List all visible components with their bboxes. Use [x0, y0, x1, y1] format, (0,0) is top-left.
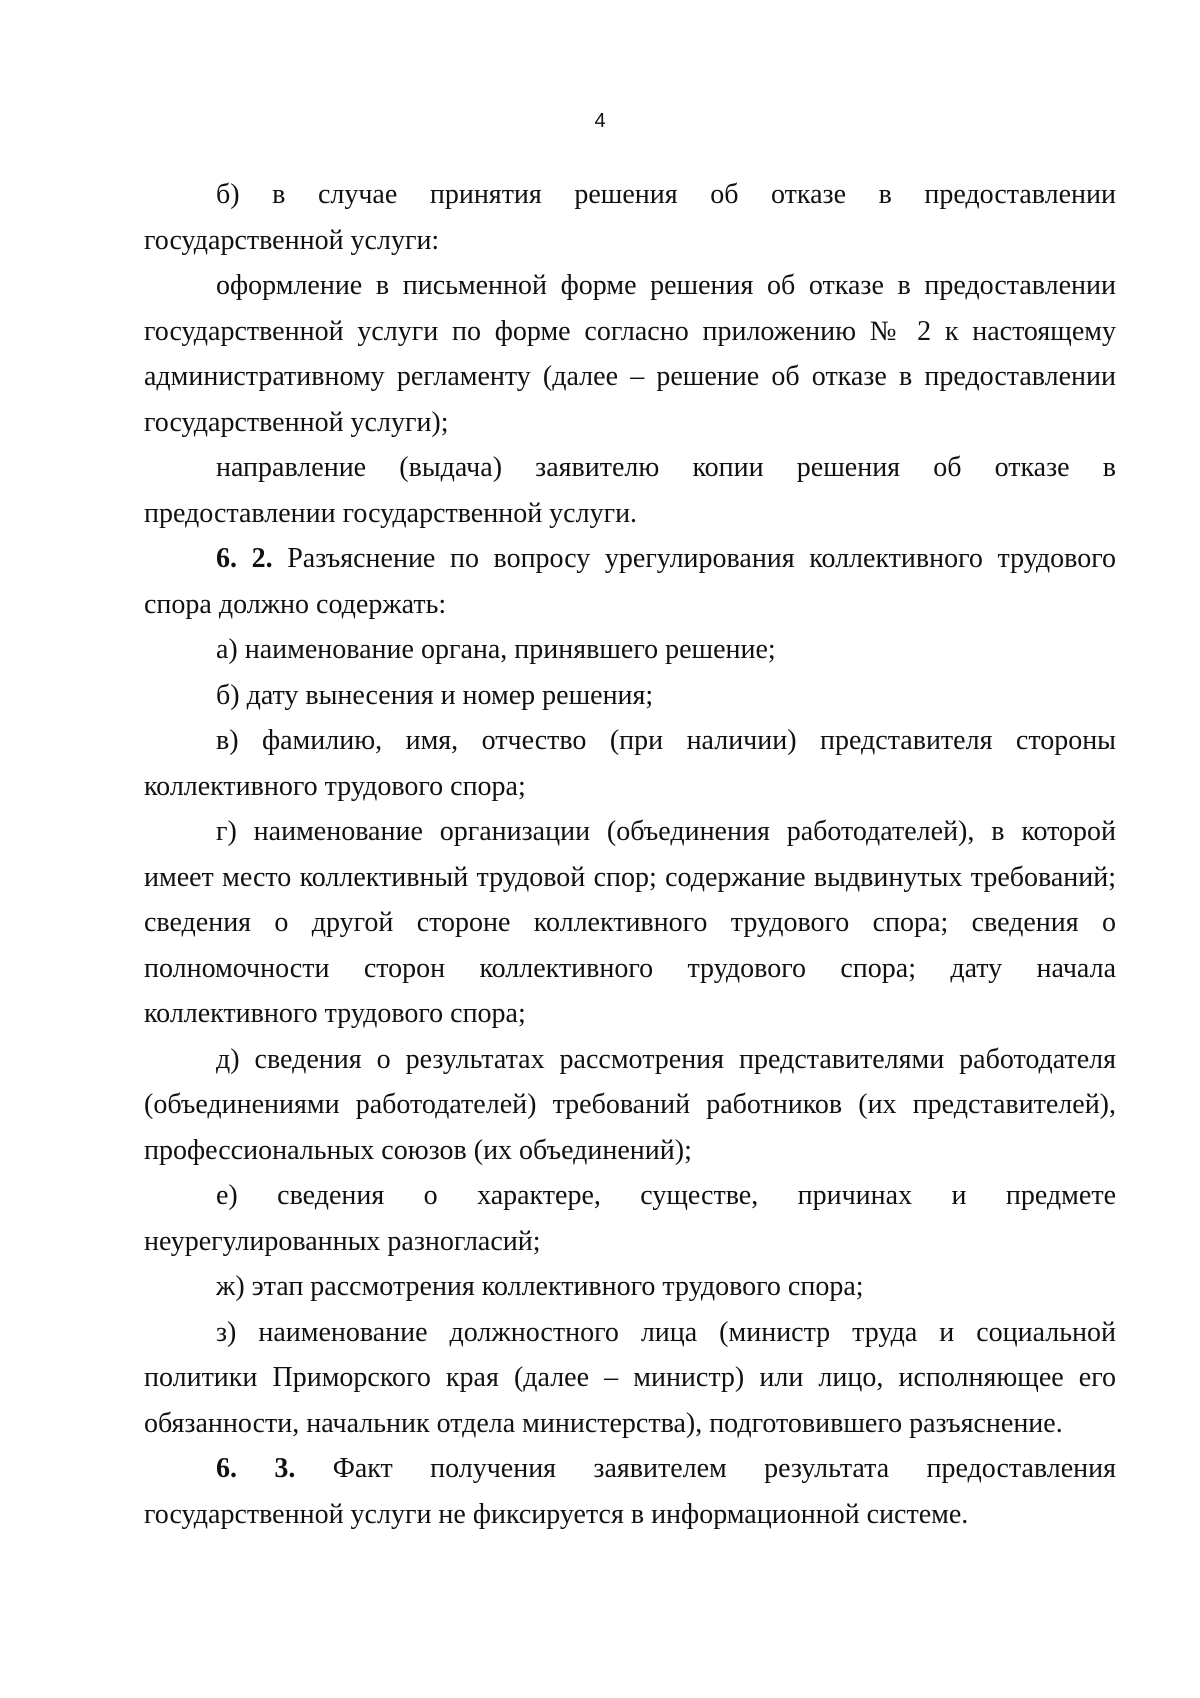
paragraph-text: оформление в письменной форме решения об отказе в предоставлении государственной услуги по форме согласно приложению № 2 к настоящему административному регламенту (далее – решение об отказе в предоставлении государственной услуги); [144, 270, 1116, 438]
paragraph-6-2 [144, 536, 1116, 627]
paragraph-item-v [144, 718, 1116, 809]
paragraph-item-d [144, 1037, 1116, 1174]
clause-number: 6. 2. [216, 543, 273, 574]
paragraph-refusal-copy [144, 445, 1116, 536]
paragraph-text: д) сведения о результатах рассмотрения представителями работодателя (объединениями работодателей) требований работников (их представителей), профессиональных союзов (их объединений); [144, 1043, 1116, 1166]
paragraph-text: б) в случае принятия решения об отказе в предоставлении государственной услуги: [144, 179, 1116, 256]
paragraph-item-e [144, 1173, 1116, 1264]
paragraph-item-a [144, 627, 1116, 673]
paragraph-text: Разъяснение по вопросу урегулирования коллективного трудового спора должно содержать: [144, 543, 1116, 620]
page-number: 4 [594, 110, 606, 132]
paragraph-refusal-form [144, 263, 1116, 445]
document-body [144, 172, 1116, 1537]
paragraph-6-3 [144, 1446, 1116, 1537]
paragraph-text: в) фамилию, имя, отчество (при наличии) представителя стороны коллективного трудового спора; [144, 725, 1116, 802]
paragraph-item-zh [144, 1264, 1116, 1310]
paragraph-text: з) наименование должностного лица (министр труда и социальной политики Приморского края (далее – министр) или лицо, исполняющее его обязанности, начальник отдела министерства), подготовившего разъяснение. [144, 1316, 1116, 1439]
clause-number: 6. 3. [216, 1453, 296, 1484]
paragraph-text: Факт получения заявителем результата предоставления государственной услуги не фиксируется в информационной системе. [144, 1453, 1116, 1530]
paragraph-item-g [144, 809, 1116, 1037]
paragraph-text: е) сведения о характере, существе, причинах и предмете неурегулированных разногласий; [144, 1180, 1116, 1257]
paragraph-text: б) дату вынесения и номер решения; [216, 679, 654, 711]
paragraph-item-z [144, 1310, 1116, 1447]
paragraph-text: направление (выдача) заявителю копии решения об отказе в предоставлении государственной услуги. [144, 452, 1116, 529]
paragraph-item-b [144, 673, 1116, 719]
paragraph-text: ж) этап рассмотрения коллективного трудового спора; [216, 1271, 864, 1302]
paragraph-text: а) наименование органа, принявшего решение; [216, 634, 776, 665]
paragraph-text: г) наименование организации (объединения работодателей), в которой имеет место коллективный трудовой спор; содержание выдвинутых требований; сведения о другой стороне коллективного трудового спора; сведения о полномочности сторон коллективного трудового спора; дату начала коллективного трудового спора; [144, 816, 1116, 1029]
paragraph-b-refusal [144, 172, 1116, 263]
